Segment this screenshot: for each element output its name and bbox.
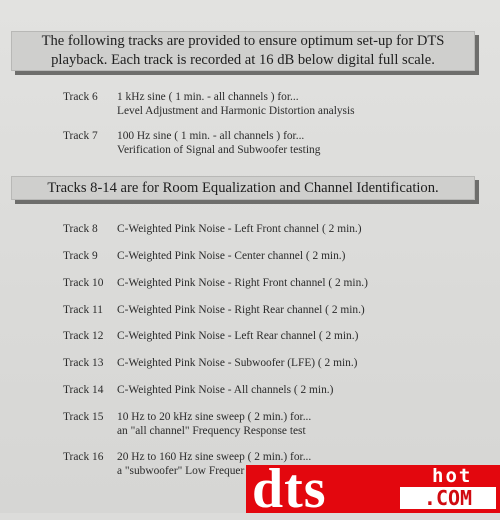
- logo-com-text: .COM: [400, 487, 496, 509]
- track-description: [117, 129, 487, 157]
- track-desc-line: C-Weighted Pink Noise - Right Rear channel ( 2 min.): [117, 304, 365, 316]
- track-label: Track 15: [63, 411, 104, 423]
- track-desc-line: C-Weighted Pink Noise - All channels ( 2 min.): [117, 384, 334, 396]
- intro-line-1: The following tracks are provided to ensure optimum set-up for DTS: [41, 33, 445, 49]
- track-desc-line: 100 Hz sine ( 1 min. - all channels ) for...: [117, 130, 305, 142]
- track-desc-line: C-Weighted Pink Noise - Center channel ( 2 min.): [117, 250, 346, 262]
- track-description: [117, 383, 487, 397]
- track-label: Track 14: [63, 384, 104, 396]
- track-description: [117, 222, 487, 236]
- track-desc-line: Level Adjustment and Harmonic Distortion analysis: [117, 105, 355, 117]
- track-description: [117, 249, 487, 263]
- section-heading: Tracks 8-14 are for Room Equalization and Channel Identification.: [47, 180, 439, 196]
- track-description: [117, 90, 487, 118]
- track-label: Track 11: [63, 304, 103, 316]
- intro-banner: [11, 31, 475, 71]
- track-description: [117, 329, 487, 343]
- track-description: [117, 276, 487, 290]
- track-desc-line: a "subwoofer" Low Frequer: [117, 465, 245, 477]
- track-label: Track 8: [63, 223, 98, 235]
- track-label: Track 6: [63, 91, 98, 103]
- track-desc-line: C-Weighted Pink Noise - Left Rear channel ( 2 min.): [117, 330, 359, 342]
- track-desc-line: 10 Hz to 20 kHz sine sweep ( 2 min.) for...: [117, 411, 312, 423]
- track-desc-line: C-Weighted Pink Noise - Left Front channel ( 2 min.): [117, 223, 362, 235]
- track-desc-line: an "all channel" Frequency Response test: [117, 425, 306, 437]
- section-banner: [11, 176, 475, 200]
- track-label: Track 16: [63, 451, 104, 463]
- track-description: [117, 303, 487, 317]
- track-label: Track 12: [63, 330, 104, 342]
- track-description: [117, 356, 487, 370]
- track-desc-line: 1 kHz sine ( 1 min. - all channels ) for...: [117, 91, 299, 103]
- track-desc-line: 20 Hz to 160 Hz sine sweep ( 2 min.) for...: [117, 451, 312, 463]
- track-desc-line: C-Weighted Pink Noise - Right Front channel ( 2 min.): [117, 277, 368, 289]
- track-label: Track 9: [63, 250, 98, 262]
- logo-dts-text: dts: [252, 458, 327, 520]
- track-description: [117, 410, 487, 438]
- track-label: Track 7: [63, 130, 98, 142]
- intro-line-2: playback. Each track is recorded at 16 dB below digital full scale.: [51, 52, 435, 68]
- logo-hot-text: hot: [432, 465, 473, 487]
- track-label: Track 13: [63, 357, 104, 369]
- track-desc-line: Verification of Signal and Subwoofer testing: [117, 144, 321, 156]
- track-label: Track 10: [63, 277, 104, 289]
- dtshot-logo: [246, 458, 500, 520]
- track-desc-line: C-Weighted Pink Noise - Subwoofer (LFE) ( 2 min.): [117, 357, 358, 369]
